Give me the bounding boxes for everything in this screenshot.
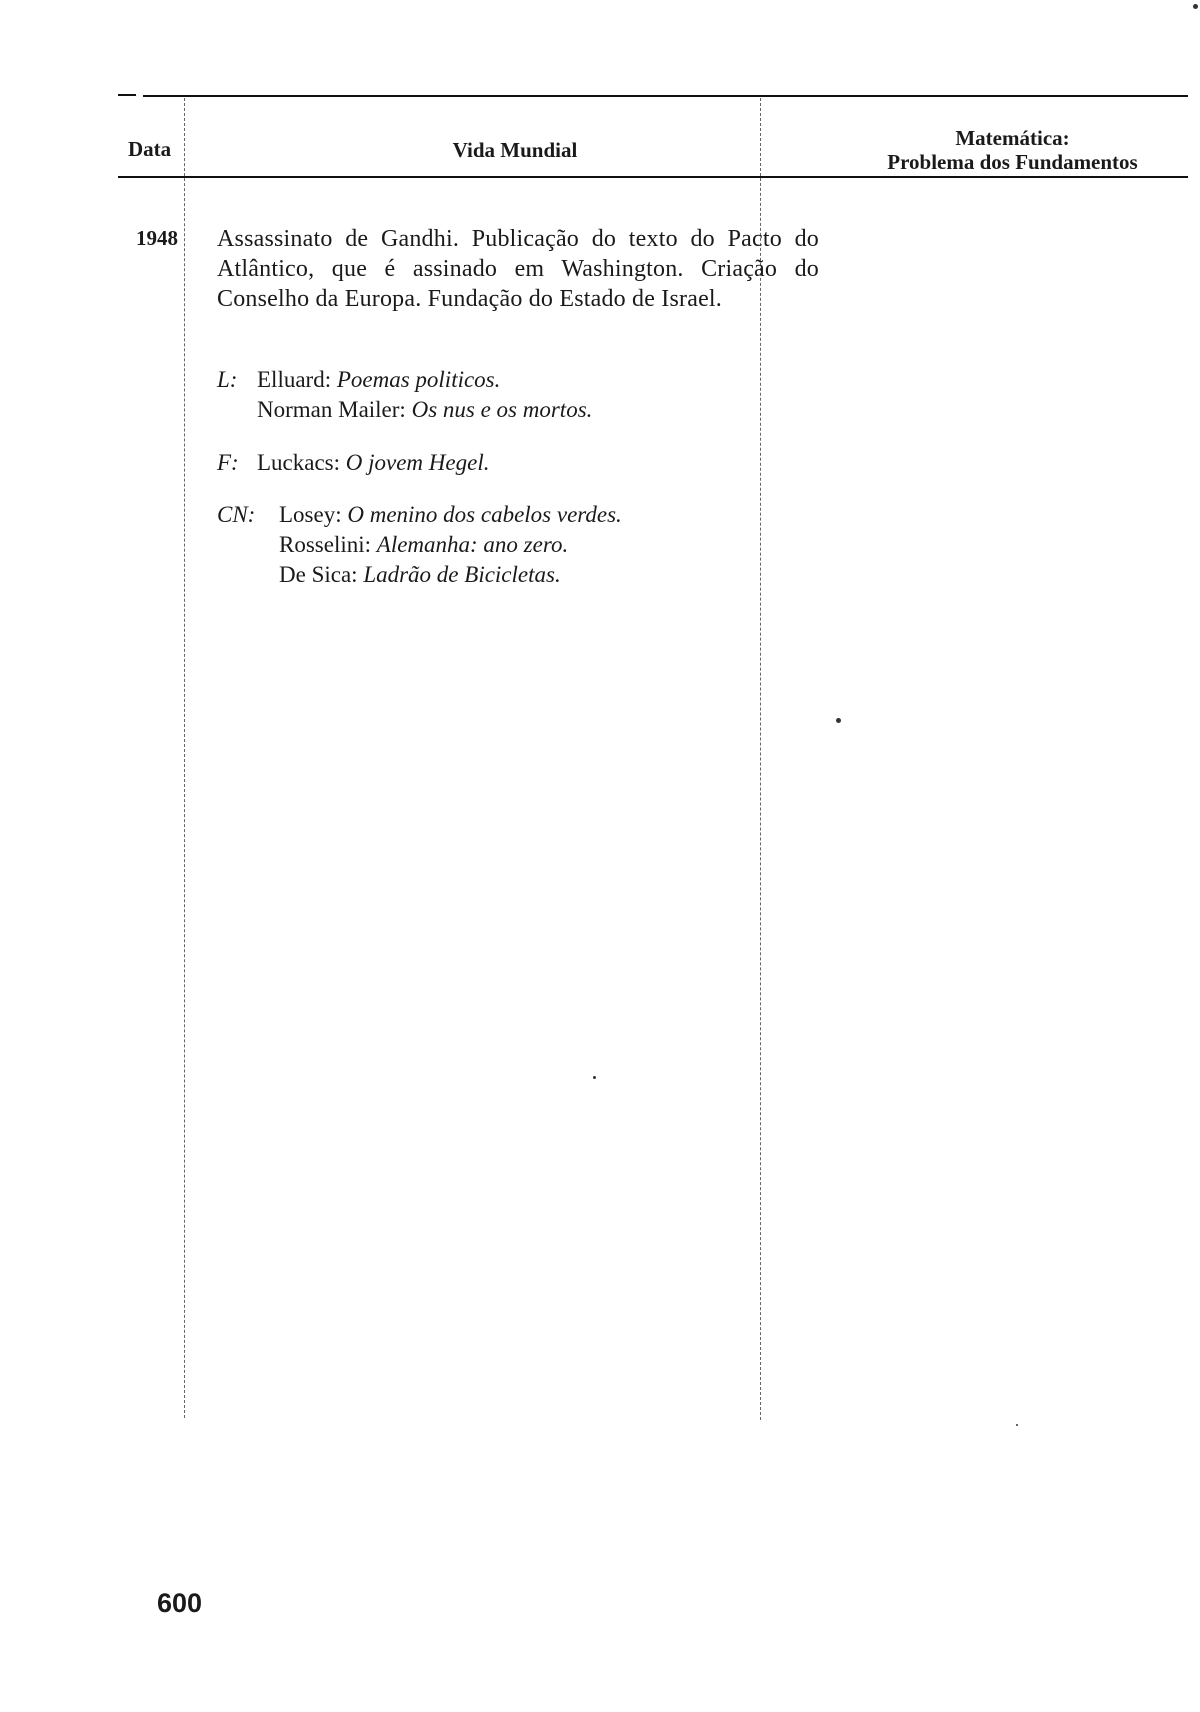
philosophy-tag: F: <box>217 450 239 475</box>
header-date: Data <box>128 137 172 161</box>
header-bottom-rule <box>118 176 1188 178</box>
header-matematica <box>835 126 1190 174</box>
entry-work: O jovem Hegel. <box>345 450 490 475</box>
header-matematica-line2: Problema dos Fundamentos <box>887 150 1138 174</box>
entry-author: Norman Mailer: <box>257 397 406 422</box>
philosophy-section <box>217 448 489 478</box>
entry-author: De Sica: <box>279 562 358 587</box>
cinema-section <box>217 500 622 590</box>
header-matematica-line1: Matemática: <box>955 126 1070 150</box>
entry-work: Poemas politicos. <box>336 367 501 392</box>
page-number: 600 <box>157 1588 203 1618</box>
literature-section <box>217 365 592 425</box>
header-top-rule <box>118 94 136 96</box>
literature-entry <box>217 395 592 425</box>
cinema-entry <box>217 560 622 590</box>
scan-speck <box>1193 4 1198 9</box>
scan-speck <box>593 1076 596 1079</box>
entry-work: O menino dos cabelos verdes. <box>347 502 622 527</box>
header-vida-mundial: Vida Mundial <box>452 138 578 162</box>
entry-author: Rosselini: <box>279 532 372 557</box>
column-divider-date <box>184 98 185 1418</box>
entry-author: Losey: <box>279 502 342 527</box>
literature-tag: L: <box>217 367 238 392</box>
entry-work: Alemanha: ano zero. <box>376 532 569 557</box>
header-top-rule <box>143 95 1188 97</box>
cinema-tag: CN: <box>217 502 256 527</box>
entry-author: Luckacs: <box>257 450 341 475</box>
cinema-entry <box>217 500 622 530</box>
scan-speck <box>1016 1424 1018 1426</box>
entry-author: Elluard: <box>257 367 332 392</box>
world-events-text: Assassinato de Gandhi. Publicação do texto do Pacto do Atlântico, que é assinado em Washington. Criação do Conselho da Europa. Fundação do Estado de Israel. <box>217 226 819 312</box>
scan-speck <box>836 718 841 723</box>
philosophy-entry <box>217 448 489 478</box>
entry-work: Ladrão de Bicicletas. <box>363 562 561 587</box>
cinema-entry <box>217 530 622 560</box>
literature-entry <box>217 365 592 395</box>
entry-work: Os nus e os mortos. <box>411 397 593 422</box>
entry-year: 1948 <box>136 226 178 250</box>
